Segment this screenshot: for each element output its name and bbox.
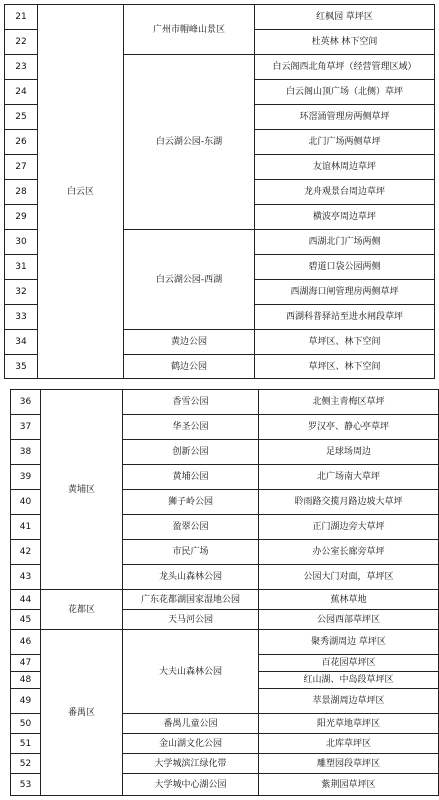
row-number-cell: 24 — [5, 80, 38, 105]
district-cell: 花都区 — [41, 590, 123, 630]
location-cell: 碧道口袋公园两侧 — [255, 255, 435, 280]
park-name-cell: 龙头山森林公园 — [123, 565, 259, 590]
row-number-cell: 35 — [5, 355, 38, 379]
location-cell: 聆雨路交揽月路边坡大草坪 — [259, 490, 439, 515]
location-cell: 北库草坪区 — [259, 734, 439, 754]
row-number-cell: 33 — [5, 305, 38, 330]
park-name-cell: 白云湖公园-东湖 — [124, 55, 255, 230]
table-row — [11, 590, 439, 610]
row-number-cell: 31 — [5, 255, 38, 280]
row-number-cell: 26 — [5, 130, 38, 155]
location-cell: 北侧主青梅区草坪 — [259, 390, 439, 415]
row-number-cell: 44 — [11, 590, 41, 610]
location-cell: 环滘涌管理房两侧草坪 — [255, 105, 435, 130]
location-cell: 红山湖、中岛段草坪区 — [259, 672, 439, 689]
row-number-cell: 52 — [11, 754, 41, 774]
table-row — [11, 630, 439, 655]
row-number-cell: 51 — [11, 734, 41, 754]
row-number-cell: 39 — [11, 465, 41, 490]
row-number-cell: 36 — [11, 390, 41, 415]
location-cell: 草坪区、林下空间 — [255, 355, 435, 379]
row-number-cell: 34 — [5, 330, 38, 355]
row-number-cell: 30 — [5, 230, 38, 255]
district-cell: 番禺区 — [41, 630, 123, 796]
location-cell: 阳光草地草坪区 — [259, 714, 439, 734]
location-cell: 红枫园 草坪区 — [255, 5, 435, 30]
row-number-cell: 40 — [11, 490, 41, 515]
location-cell: 正门湖边旁大草坪 — [259, 515, 439, 540]
park-name-cell: 金山湖文化公园 — [123, 734, 259, 754]
row-number-cell: 38 — [11, 440, 41, 465]
row-number-cell: 47 — [11, 655, 41, 672]
location-cell: 北门广场两侧草坪 — [255, 130, 435, 155]
row-number-cell: 27 — [5, 155, 38, 180]
table-top — [4, 4, 435, 379]
table-row — [5, 5, 435, 30]
location-cell: 紫荆园草坪区 — [259, 774, 439, 796]
row-number-cell: 23 — [5, 55, 38, 80]
table-row — [11, 390, 439, 415]
park-name-cell: 天马河公园 — [123, 610, 259, 630]
row-number-cell: 50 — [11, 714, 41, 734]
park-name-cell: 番禺儿童公园 — [123, 714, 259, 734]
row-number-cell: 37 — [11, 415, 41, 440]
location-cell: 聚秀湖周边 草坪区 — [259, 630, 439, 655]
park-name-cell: 鹤边公园 — [124, 355, 255, 379]
park-name-cell: 白云湖公园-西湖 — [124, 230, 255, 330]
row-number-cell: 43 — [11, 565, 41, 590]
row-number-cell: 28 — [5, 180, 38, 205]
row-number-cell: 42 — [11, 540, 41, 565]
row-number-cell: 48 — [11, 672, 41, 689]
park-name-cell: 大学城中心湖公园 — [123, 774, 259, 796]
park-name-cell: 大夫山森林公园 — [123, 630, 259, 714]
location-cell: 办公室长廊旁草坪 — [259, 540, 439, 565]
park-name-cell: 狮子岭公园 — [123, 490, 259, 515]
location-cell: 杜英林 林下空间 — [255, 30, 435, 55]
location-cell: 北广场南大草坪 — [259, 465, 439, 490]
park-name-cell: 香雪公园 — [123, 390, 259, 415]
row-number-cell: 46 — [11, 630, 41, 655]
park-name-cell: 黄埔公园 — [123, 465, 259, 490]
park-name-cell: 市民广场 — [123, 540, 259, 565]
row-number-cell: 41 — [11, 515, 41, 540]
park-name-cell: 广州市帽峰山景区 — [124, 5, 255, 55]
location-cell: 横波亭周边草坪 — [255, 205, 435, 230]
location-cell: 西湖北门广场两侧 — [255, 230, 435, 255]
location-cell: 罗汉亭、静心亭草坪 — [259, 415, 439, 440]
location-cell: 百花园草坪区 — [259, 655, 439, 672]
row-number-cell: 21 — [5, 5, 38, 30]
row-number-cell: 32 — [5, 280, 38, 305]
park-name-cell: 盈翠公园 — [123, 515, 259, 540]
location-cell: 公园大门对面，草坪区 — [259, 565, 439, 590]
location-cell: 雕塑园段草坪区 — [259, 754, 439, 774]
location-cell: 友谊林周边草坪 — [255, 155, 435, 180]
row-number-cell: 49 — [11, 689, 41, 714]
location-cell: 西湖科普驿站至进水闸段草坪 — [255, 305, 435, 330]
location-cell: 白云阁山顶广场（北侧）草坪 — [255, 80, 435, 105]
park-name-cell: 华圣公园 — [123, 415, 259, 440]
location-cell: 龙舟观景台周边草坪 — [255, 180, 435, 205]
row-number-cell: 53 — [11, 774, 41, 796]
park-name-cell: 黄边公园 — [124, 330, 255, 355]
row-number-cell: 45 — [11, 610, 41, 630]
location-cell: 足球场周边 — [259, 440, 439, 465]
location-cell: 草坪区、林下空间 — [255, 330, 435, 355]
park-name-cell: 大学城滨江绿化带 — [123, 754, 259, 774]
location-cell: 萃景湖周边草坪区 — [259, 689, 439, 714]
park-name-cell: 广东花都湖国家湿地公园 — [123, 590, 259, 610]
location-cell: 公园西部草坪区 — [259, 610, 439, 630]
location-cell: 西湖海口闸管理房两侧草坪 — [255, 280, 435, 305]
row-number-cell: 25 — [5, 105, 38, 130]
location-cell: 白云阁西北角草坪（经营管理区域） — [255, 55, 435, 80]
row-number-cell: 22 — [5, 30, 38, 55]
row-number-cell: 29 — [5, 205, 38, 230]
district-cell: 黄埔区 — [41, 390, 123, 590]
district-cell: 白云区 — [38, 5, 124, 379]
park-name-cell: 创新公园 — [123, 440, 259, 465]
location-cell: 蕉林草地 — [259, 590, 439, 610]
table-bottom — [10, 389, 439, 796]
